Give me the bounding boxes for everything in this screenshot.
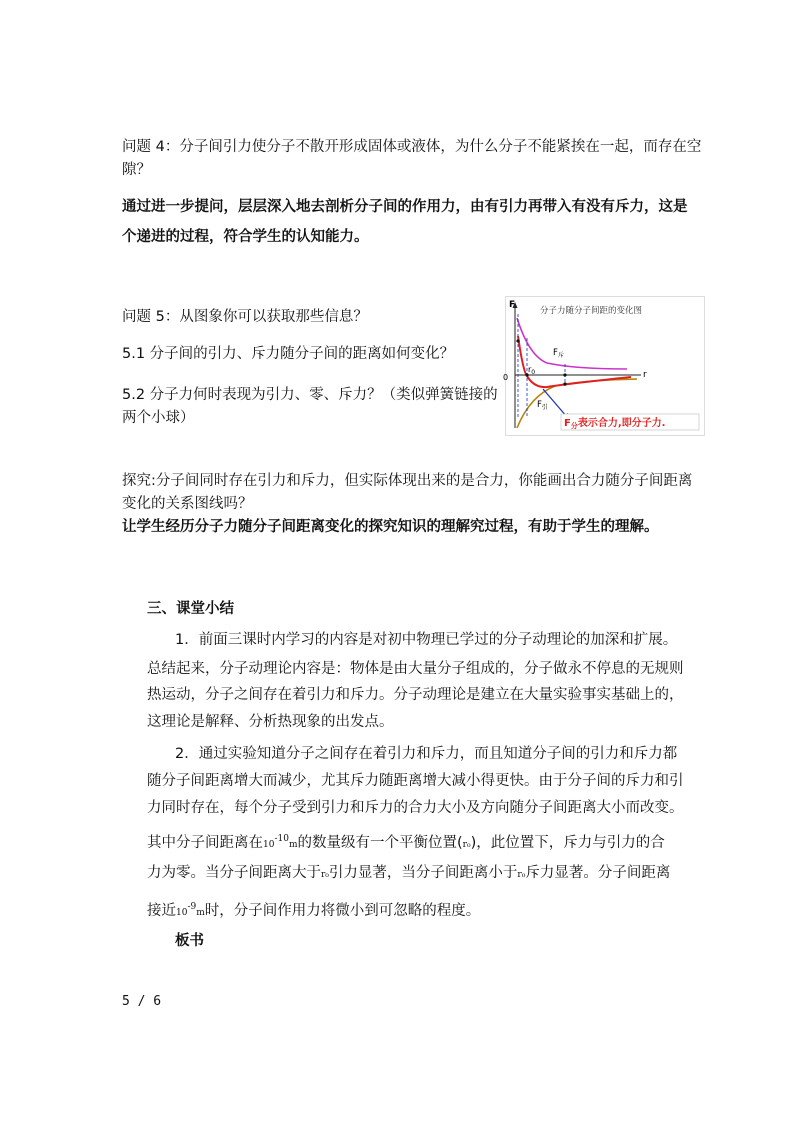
summary-p2-line1: 2．通过实验知道分子之间存在着引力和斥力，而且知道分子间的引力和斥力都	[175, 746, 678, 762]
note1-line1: 通过进一步提问，层层深入地去剖析分子间的作用力，由有引力再带入有没有斥力，这是	[122, 199, 688, 215]
summary-p1-line4: 这理论是解释、分析热现象的出发点。	[147, 714, 394, 730]
y-axis-label: F	[509, 300, 516, 310]
summary-p1-line2: 总结起来，分子动理论内容是：物体是由大量分子组成的，分子做永不停息的无规则	[147, 661, 684, 677]
note2: 让学生经历分子力随分子间距离变化的探究知识的理解究过程，有助于学生的理解。	[122, 519, 659, 535]
summary-p2-line3: 力同时存在，每个分子受到引力和斥力的合力大小及方向随分子间距离大小而改变。	[147, 800, 684, 816]
molecular-force-figure	[505, 296, 705, 436]
summary-p2-line2: 随分子间距离增大而减少，尤其斥力随距离增大减小得更快。由于分子间的斥力和引	[147, 773, 684, 789]
page-number: 5 / 6	[122, 994, 162, 1009]
q5-main: 问题 5：从图象你可以获取那些信息？	[122, 309, 368, 325]
f-repulse-label: $F_斥$	[553, 348, 564, 359]
summary-p2-line4: 其中分子间距离在$10^{-10}m$的数量级有一个平衡位置(r₀)，此位置下，斥力与引力的合	[147, 834, 665, 851]
explore-line2: 变化的关系图线吗？	[122, 496, 253, 512]
r0-label: $r_0$	[528, 365, 536, 376]
point-2	[563, 373, 566, 376]
figure-title: 分子力随分子间距的变化图	[540, 306, 643, 316]
board-heading: 板书	[175, 933, 204, 949]
summary-p2-line6: 接近$10^{-9}m$时，分子间作用力将微小到可忽略的程度。	[147, 902, 481, 919]
point-1	[516, 339, 519, 342]
summary-p1-line3: 热运动，分子之间存在着引力和斥力。分子动理论是建立在大量实验事实基础上的，	[147, 687, 684, 703]
explore-line1: 探究:分子间同时存在引力和斥力，但实际体现出来的是合力，你能画出合力随分子间距离	[122, 473, 693, 489]
summary-p1-line1: 1．前面三课时内学习的内容是对初中物理已学过的分子动理论的加深和扩展。	[175, 632, 678, 648]
q5-sub2-line2: 两个小球）	[122, 410, 195, 426]
x-axis-label: r	[643, 370, 647, 380]
force-graph-svg	[505, 296, 705, 436]
origin-label: 0	[503, 373, 509, 382]
q4-line1: 问题 4：分子间引力使分子不散开形成固体或液体，为什么分子不能紧挨在一起，而存在空	[122, 139, 702, 155]
summary-p2-line5: 力为零。当分子间距离大于r₀引力显著，当分子间距离小于r₀斥力显著。分子间距离	[147, 865, 671, 881]
q5-sub1: 5.1 分子间的引力、斥力随分子间的距离如何变化？	[122, 346, 455, 362]
f-attract-label: $F_引$	[537, 400, 548, 411]
caption-text: $F_分$表示合力,即分子力.	[564, 418, 666, 430]
note1-line2: 个递进的过程，符合学生的认知能力。	[122, 229, 369, 245]
point-3	[563, 382, 566, 385]
q5-sub2-line1: 5.2 分子力何时表现为引力、零、斥力？（类似弹簧链接的	[122, 387, 498, 403]
q4-line2: 隙？	[122, 162, 151, 178]
summary-heading: 三、课堂小结	[147, 601, 234, 617]
